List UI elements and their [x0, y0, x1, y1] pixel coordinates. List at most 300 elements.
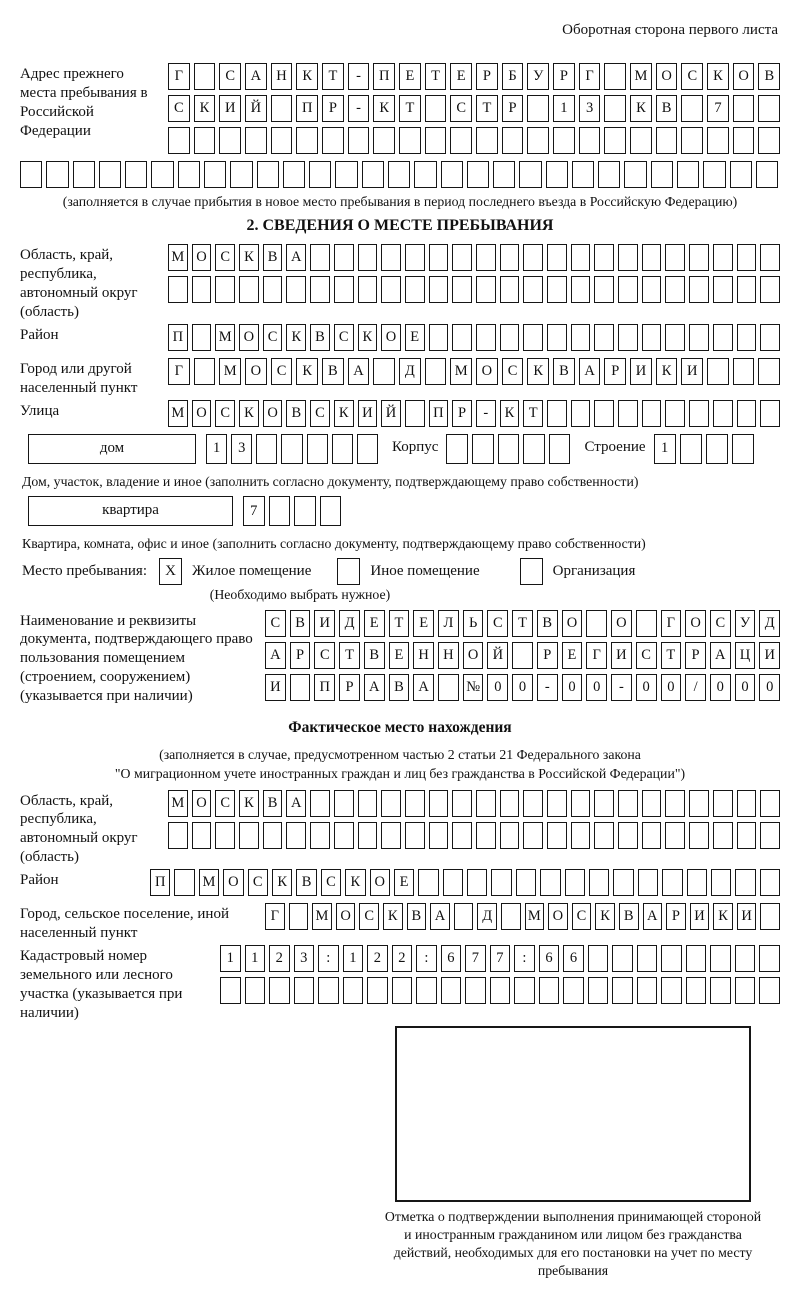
char-cell[interactable] — [452, 790, 472, 817]
char-cell[interactable]: И — [358, 400, 378, 427]
char-cell[interactable] — [589, 869, 609, 896]
char-cell[interactable] — [732, 434, 754, 464]
char-cell[interactable]: Т — [389, 610, 410, 637]
char-cell[interactable] — [760, 822, 780, 849]
char-cell[interactable] — [465, 977, 486, 1004]
char-cell[interactable] — [758, 95, 780, 122]
char-cell[interactable] — [219, 127, 241, 154]
char-cell[interactable] — [269, 496, 291, 526]
char-cell[interactable]: - — [537, 674, 558, 701]
char-cell[interactable] — [642, 822, 662, 849]
char-cell[interactable] — [215, 822, 235, 849]
char-cell[interactable] — [472, 434, 494, 464]
char-cell[interactable]: К — [500, 400, 520, 427]
char-cell[interactable] — [334, 276, 354, 303]
char-cell[interactable] — [263, 276, 283, 303]
char-cell[interactable]: - — [611, 674, 632, 701]
char-cell[interactable] — [733, 95, 755, 122]
char-cell[interactable]: М — [312, 903, 332, 930]
char-cell[interactable] — [294, 496, 316, 526]
char-cell[interactable]: № — [463, 674, 484, 701]
char-cell[interactable] — [571, 400, 591, 427]
char-cell[interactable] — [638, 869, 658, 896]
char-cell[interactable] — [665, 822, 685, 849]
char-cell[interactable]: 3 — [579, 95, 601, 122]
char-cell[interactable] — [283, 161, 305, 188]
char-cell[interactable] — [735, 945, 756, 972]
char-cell[interactable] — [220, 977, 241, 1004]
char-cell[interactable]: : — [514, 945, 535, 972]
char-cell[interactable] — [239, 822, 259, 849]
char-cell[interactable] — [642, 400, 662, 427]
char-cell[interactable] — [500, 822, 520, 849]
char-cell[interactable] — [665, 276, 685, 303]
char-cell[interactable]: М — [525, 903, 545, 930]
char-cell[interactable]: К — [383, 903, 403, 930]
char-cell[interactable]: - — [348, 63, 370, 90]
char-cell[interactable] — [441, 161, 463, 188]
char-cell[interactable] — [373, 358, 395, 385]
char-cell[interactable]: О — [381, 324, 401, 351]
char-cell[interactable]: Р — [604, 358, 626, 385]
char-cell[interactable]: И — [737, 903, 757, 930]
char-cell[interactable]: И — [681, 358, 703, 385]
char-cell[interactable]: Р — [322, 95, 344, 122]
char-cell[interactable]: К — [239, 790, 259, 817]
char-cell[interactable] — [192, 276, 212, 303]
char-cell[interactable]: А — [286, 790, 306, 817]
char-cell[interactable] — [594, 324, 614, 351]
char-cell[interactable]: К — [239, 244, 259, 271]
char-cell[interactable]: С — [321, 869, 341, 896]
char-cell[interactable]: Т — [322, 63, 344, 90]
char-cell[interactable] — [269, 977, 290, 1004]
char-cell[interactable]: С — [215, 790, 235, 817]
char-cell[interactable]: С — [271, 358, 293, 385]
char-cell[interactable] — [257, 161, 279, 188]
char-cell[interactable] — [760, 276, 780, 303]
char-cell[interactable] — [309, 161, 331, 188]
char-cell[interactable] — [429, 324, 449, 351]
char-cell[interactable] — [501, 903, 521, 930]
char-cell[interactable] — [476, 822, 496, 849]
char-cell[interactable] — [594, 822, 614, 849]
char-cell[interactable] — [358, 276, 378, 303]
char-cell[interactable] — [498, 434, 520, 464]
char-cell[interactable] — [443, 869, 463, 896]
char-cell[interactable] — [438, 674, 459, 701]
char-cell[interactable] — [539, 977, 560, 1004]
char-cell[interactable] — [491, 869, 511, 896]
char-cell[interactable]: Л — [438, 610, 459, 637]
char-cell[interactable]: В — [290, 610, 311, 637]
char-cell[interactable]: Б — [502, 63, 524, 90]
char-cell[interactable] — [452, 276, 472, 303]
char-cell[interactable] — [737, 822, 757, 849]
char-cell[interactable] — [334, 790, 354, 817]
char-cell[interactable] — [151, 161, 173, 188]
char-cell[interactable] — [418, 869, 438, 896]
char-cell[interactable] — [335, 161, 357, 188]
char-cell[interactable] — [99, 161, 121, 188]
char-cell[interactable]: 6 — [441, 945, 462, 972]
char-cell[interactable]: И — [759, 642, 780, 669]
char-cell[interactable] — [204, 161, 226, 188]
char-cell[interactable]: 7 — [243, 496, 265, 526]
char-cell[interactable]: С — [502, 358, 524, 385]
char-cell[interactable] — [706, 434, 728, 464]
char-cell[interactable]: П — [296, 95, 318, 122]
char-cell[interactable] — [399, 127, 421, 154]
char-cell[interactable]: В — [364, 642, 385, 669]
char-cell[interactable] — [665, 790, 685, 817]
char-cell[interactable] — [46, 161, 68, 188]
char-cell[interactable] — [194, 358, 216, 385]
char-cell[interactable]: 0 — [512, 674, 533, 701]
char-cell[interactable]: Е — [389, 642, 410, 669]
char-cell[interactable] — [760, 869, 780, 896]
char-cell[interactable] — [290, 674, 311, 701]
char-cell[interactable] — [689, 822, 709, 849]
char-cell[interactable]: Д — [339, 610, 360, 637]
char-cell[interactable] — [307, 434, 328, 464]
char-cell[interactable] — [656, 127, 678, 154]
char-cell[interactable] — [192, 324, 212, 351]
char-cell[interactable] — [737, 244, 757, 271]
char-cell[interactable]: Д — [759, 610, 780, 637]
char-cell[interactable]: С — [710, 610, 731, 637]
char-cell[interactable] — [680, 434, 702, 464]
char-cell[interactable] — [571, 244, 591, 271]
char-cell[interactable]: А — [579, 358, 601, 385]
char-cell[interactable]: 0 — [562, 674, 583, 701]
char-cell[interactable]: В — [263, 244, 283, 271]
char-cell[interactable] — [737, 400, 757, 427]
char-cell[interactable] — [174, 869, 194, 896]
char-cell[interactable] — [681, 127, 703, 154]
checkbox-residential[interactable]: X — [159, 558, 182, 585]
char-cell[interactable]: С — [314, 642, 335, 669]
char-cell[interactable] — [454, 903, 474, 930]
char-cell[interactable]: О — [336, 903, 356, 930]
char-cell[interactable] — [358, 822, 378, 849]
char-cell[interactable]: И — [630, 358, 652, 385]
char-cell[interactable]: - — [348, 95, 370, 122]
char-cell[interactable]: О — [562, 610, 583, 637]
char-cell[interactable] — [476, 276, 496, 303]
char-cell[interactable] — [604, 127, 626, 154]
char-cell[interactable]: В — [389, 674, 410, 701]
char-cell[interactable] — [677, 161, 699, 188]
char-cell[interactable]: У — [527, 63, 549, 90]
char-cell[interactable]: 1 — [220, 945, 241, 972]
char-cell[interactable]: 0 — [759, 674, 780, 701]
char-cell[interactable] — [713, 790, 733, 817]
char-cell[interactable]: / — [685, 674, 706, 701]
char-cell[interactable] — [707, 358, 729, 385]
char-cell[interactable]: 2 — [392, 945, 413, 972]
char-cell[interactable]: М — [450, 358, 472, 385]
char-cell[interactable]: И — [690, 903, 710, 930]
char-cell[interactable]: И — [611, 642, 632, 669]
char-cell[interactable]: С — [487, 610, 508, 637]
char-cell[interactable] — [737, 276, 757, 303]
char-cell[interactable] — [612, 977, 633, 1004]
char-cell[interactable]: М — [199, 869, 219, 896]
char-cell[interactable]: А — [348, 358, 370, 385]
char-cell[interactable] — [686, 945, 707, 972]
char-cell[interactable] — [733, 358, 755, 385]
char-cell[interactable] — [20, 161, 42, 188]
char-cell[interactable] — [230, 161, 252, 188]
char-cell[interactable] — [547, 790, 567, 817]
char-cell[interactable] — [613, 869, 633, 896]
char-cell[interactable]: И — [314, 610, 335, 637]
char-cell[interactable] — [523, 822, 543, 849]
char-cell[interactable]: У — [735, 610, 756, 637]
char-cell[interactable] — [425, 95, 447, 122]
char-cell[interactable]: Р — [476, 63, 498, 90]
char-cell[interactable]: Г — [265, 903, 285, 930]
char-cell[interactable]: К — [630, 95, 652, 122]
char-cell[interactable] — [760, 400, 780, 427]
char-cell[interactable]: Т — [512, 610, 533, 637]
char-cell[interactable]: К — [272, 869, 292, 896]
char-cell[interactable]: С — [219, 63, 241, 90]
char-cell[interactable] — [571, 822, 591, 849]
char-cell[interactable] — [618, 400, 638, 427]
char-cell[interactable]: О — [245, 358, 267, 385]
char-cell[interactable]: М — [630, 63, 652, 90]
char-cell[interactable]: С — [572, 903, 592, 930]
char-cell[interactable]: А — [710, 642, 731, 669]
char-cell[interactable] — [760, 324, 780, 351]
char-cell[interactable]: К — [713, 903, 733, 930]
char-cell[interactable] — [637, 945, 658, 972]
char-cell[interactable] — [681, 95, 703, 122]
char-cell[interactable] — [618, 324, 638, 351]
char-cell[interactable] — [661, 945, 682, 972]
char-cell[interactable] — [547, 822, 567, 849]
char-cell[interactable] — [388, 161, 410, 188]
char-cell[interactable]: 0 — [487, 674, 508, 701]
char-cell[interactable] — [661, 977, 682, 1004]
char-cell[interactable] — [310, 790, 330, 817]
checkbox-other-premises[interactable] — [337, 558, 360, 585]
char-cell[interactable]: В — [286, 400, 306, 427]
char-cell[interactable]: М — [215, 324, 235, 351]
char-cell[interactable] — [604, 63, 626, 90]
char-cell[interactable]: А — [245, 63, 267, 90]
char-cell[interactable]: 3 — [294, 945, 315, 972]
char-cell[interactable] — [425, 127, 447, 154]
char-cell[interactable] — [523, 790, 543, 817]
char-cell[interactable] — [318, 977, 339, 1004]
char-cell[interactable] — [476, 244, 496, 271]
char-cell[interactable] — [348, 127, 370, 154]
char-cell[interactable] — [516, 869, 536, 896]
char-cell[interactable] — [500, 790, 520, 817]
char-cell[interactable] — [334, 244, 354, 271]
char-cell[interactable]: В — [296, 869, 316, 896]
char-cell[interactable] — [362, 161, 384, 188]
char-cell[interactable] — [215, 276, 235, 303]
char-cell[interactable] — [500, 276, 520, 303]
char-cell[interactable] — [547, 400, 567, 427]
char-cell[interactable] — [523, 434, 545, 464]
char-cell[interactable] — [452, 822, 472, 849]
char-cell[interactable] — [665, 400, 685, 427]
char-cell[interactable]: Т — [399, 95, 421, 122]
char-cell[interactable]: О — [733, 63, 755, 90]
char-cell[interactable] — [502, 127, 524, 154]
char-cell[interactable]: А — [643, 903, 663, 930]
char-cell[interactable] — [642, 276, 662, 303]
char-cell[interactable] — [707, 127, 729, 154]
char-cell[interactable] — [405, 276, 425, 303]
char-cell[interactable]: И — [219, 95, 241, 122]
char-cell[interactable] — [689, 244, 709, 271]
char-cell[interactable]: О — [223, 869, 243, 896]
char-cell[interactable]: А — [364, 674, 385, 701]
char-cell[interactable] — [737, 324, 757, 351]
char-cell[interactable]: Г — [586, 642, 607, 669]
char-cell[interactable] — [523, 244, 543, 271]
char-cell[interactable]: : — [318, 945, 339, 972]
char-cell[interactable]: В — [656, 95, 678, 122]
char-cell[interactable]: О — [611, 610, 632, 637]
char-cell[interactable] — [239, 276, 259, 303]
char-cell[interactable]: М — [168, 790, 188, 817]
char-cell[interactable] — [343, 977, 364, 1004]
checkbox-organization[interactable] — [520, 558, 543, 585]
char-cell[interactable]: С — [359, 903, 379, 930]
char-cell[interactable] — [665, 324, 685, 351]
char-cell[interactable]: С — [636, 642, 657, 669]
char-cell[interactable]: С — [310, 400, 330, 427]
char-cell[interactable]: М — [168, 400, 188, 427]
char-cell[interactable]: Е — [405, 324, 425, 351]
char-cell[interactable]: 6 — [539, 945, 560, 972]
char-cell[interactable] — [405, 790, 425, 817]
char-cell[interactable]: П — [314, 674, 335, 701]
char-cell[interactable] — [662, 869, 682, 896]
char-cell[interactable] — [500, 244, 520, 271]
char-cell[interactable]: С — [215, 400, 235, 427]
char-cell[interactable] — [381, 790, 401, 817]
char-cell[interactable] — [713, 244, 733, 271]
char-cell[interactable] — [296, 127, 318, 154]
char-cell[interactable] — [450, 127, 472, 154]
char-cell[interactable]: Е — [399, 63, 421, 90]
char-cell[interactable] — [294, 977, 315, 1004]
char-cell[interactable] — [598, 161, 620, 188]
char-cell[interactable]: К — [239, 400, 259, 427]
char-cell[interactable]: П — [168, 324, 188, 351]
char-cell[interactable]: 1 — [654, 434, 676, 464]
char-cell[interactable]: В — [407, 903, 427, 930]
char-cell[interactable]: Р — [452, 400, 472, 427]
char-cell[interactable] — [125, 161, 147, 188]
char-cell[interactable] — [405, 822, 425, 849]
char-cell[interactable] — [178, 161, 200, 188]
char-cell[interactable] — [523, 324, 543, 351]
char-cell[interactable] — [467, 161, 489, 188]
char-cell[interactable] — [618, 790, 638, 817]
char-cell[interactable] — [429, 244, 449, 271]
char-cell[interactable]: К — [286, 324, 306, 351]
char-cell[interactable]: И — [265, 674, 286, 701]
char-cell[interactable] — [358, 790, 378, 817]
char-cell[interactable] — [586, 610, 607, 637]
char-cell[interactable] — [446, 434, 468, 464]
char-cell[interactable]: О — [476, 358, 498, 385]
char-cell[interactable] — [310, 244, 330, 271]
char-cell[interactable]: В — [553, 358, 575, 385]
char-cell[interactable]: Й — [487, 642, 508, 669]
char-cell[interactable]: Р — [666, 903, 686, 930]
char-cell[interactable] — [490, 977, 511, 1004]
char-cell[interactable] — [493, 161, 515, 188]
char-cell[interactable]: 0 — [661, 674, 682, 701]
char-cell[interactable]: О — [192, 790, 212, 817]
char-cell[interactable] — [730, 161, 752, 188]
char-cell[interactable] — [713, 324, 733, 351]
char-cell[interactable] — [710, 945, 731, 972]
char-cell[interactable] — [756, 161, 778, 188]
char-cell[interactable] — [416, 977, 437, 1004]
char-cell[interactable]: К — [373, 95, 395, 122]
char-cell[interactable] — [689, 790, 709, 817]
char-cell[interactable] — [594, 790, 614, 817]
char-cell[interactable] — [594, 276, 614, 303]
char-cell[interactable] — [630, 127, 652, 154]
char-cell[interactable] — [760, 903, 780, 930]
char-cell[interactable] — [594, 400, 614, 427]
char-cell[interactable] — [689, 324, 709, 351]
char-cell[interactable] — [310, 276, 330, 303]
char-cell[interactable]: К — [358, 324, 378, 351]
char-cell[interactable]: 1 — [245, 945, 266, 972]
char-cell[interactable] — [588, 977, 609, 1004]
char-cell[interactable] — [540, 869, 560, 896]
char-cell[interactable]: Г — [168, 358, 190, 385]
char-cell[interactable] — [759, 945, 780, 972]
char-cell[interactable]: С — [215, 244, 235, 271]
char-cell[interactable]: Й — [245, 95, 267, 122]
char-cell[interactable] — [263, 822, 283, 849]
char-cell[interactable]: Н — [271, 63, 293, 90]
char-cell[interactable]: К — [345, 869, 365, 896]
char-cell[interactable] — [547, 324, 567, 351]
char-cell[interactable] — [713, 822, 733, 849]
char-cell[interactable] — [612, 945, 633, 972]
char-cell[interactable]: Т — [523, 400, 543, 427]
char-cell[interactable]: Р — [290, 642, 311, 669]
char-cell[interactable] — [689, 276, 709, 303]
char-cell[interactable]: В — [310, 324, 330, 351]
char-cell[interactable]: Т — [661, 642, 682, 669]
char-cell[interactable]: В — [263, 790, 283, 817]
char-cell[interactable]: 1 — [343, 945, 364, 972]
char-cell[interactable] — [168, 276, 188, 303]
char-cell[interactable]: О — [685, 610, 706, 637]
char-cell[interactable]: П — [429, 400, 449, 427]
char-cell[interactable]: 7 — [490, 945, 511, 972]
char-cell[interactable]: С — [168, 95, 190, 122]
char-cell[interactable] — [322, 127, 344, 154]
char-cell[interactable] — [571, 276, 591, 303]
